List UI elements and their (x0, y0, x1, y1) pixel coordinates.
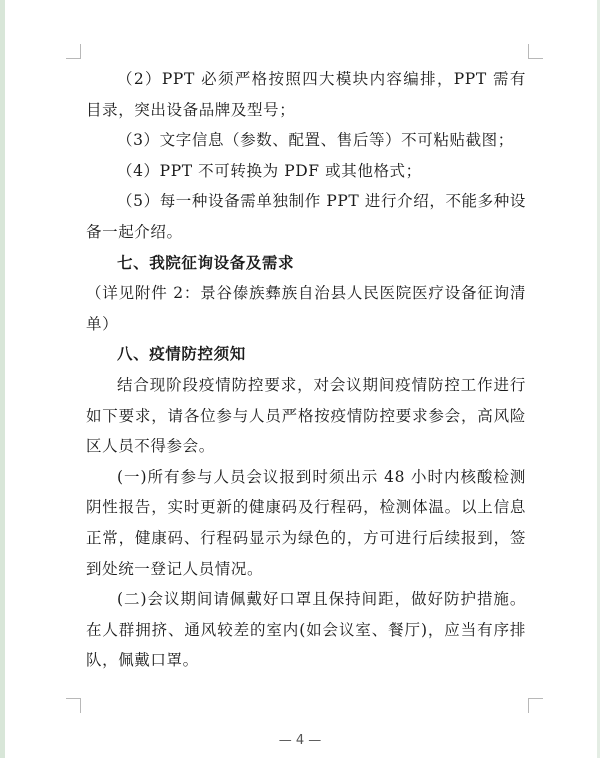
paragraph-rule-1: (一)所有参与人员会议报到时须出示 48 小时内核酸检测阴性报告，实时更新的健康码及行程码，检测体温。以上信息正常，健康码、行程码显示为绿色的，方可进行后续报到，签到处统一登记人员情况。 (86, 467, 526, 578)
page-number: — 4 — (278, 733, 322, 748)
paragraph-single-device: （5）每一种设备需单独制作 PPT 进行介绍，不能多种设备一起介绍。 (86, 192, 526, 241)
crop-mark-top-right (528, 44, 543, 59)
left-margin-strip (0, 0, 5, 758)
paragraph-rule-2: (二)会议期间请佩戴好口罩且保持间距，做好防护措施。在人群拥挤、通风较差的室内(如会议室、餐厅)，应当有序排队，佩戴口罩。 (86, 590, 526, 670)
section-heading-8: 八、疫情防控须知 (117, 345, 246, 364)
crop-mark-bottom-left (66, 698, 81, 713)
section-heading-7: 七、我院征询设备及需求 (117, 253, 295, 272)
crop-mark-top-left (66, 44, 81, 59)
crop-mark-bottom-right (528, 698, 543, 713)
paragraph-attachment-2: （详见附件 2：景谷傣族彝族自治县人民医院医疗设备征询清单） (86, 284, 526, 333)
paragraph-no-screenshots: （3）文字信息（参数、配置、售后等）不可粘贴截图； (117, 131, 514, 150)
document-body (86, 64, 526, 676)
paragraph-epidemic-requirements: 结合现阶段疫情防控要求，对会议期间疫情防控工作进行如下要求，请各位参与人员严格按疫情防控要求参会，高风险区人员不得参会。 (86, 375, 526, 456)
paragraph-ppt-directory: （2）PPT 必须严格按照四大模块内容编排，PPT 需有目录，突出设备品牌及型号； (86, 70, 526, 119)
paragraph-no-pdf: （4）PPT 不可转换为 PDF 或其他格式； (117, 161, 422, 180)
